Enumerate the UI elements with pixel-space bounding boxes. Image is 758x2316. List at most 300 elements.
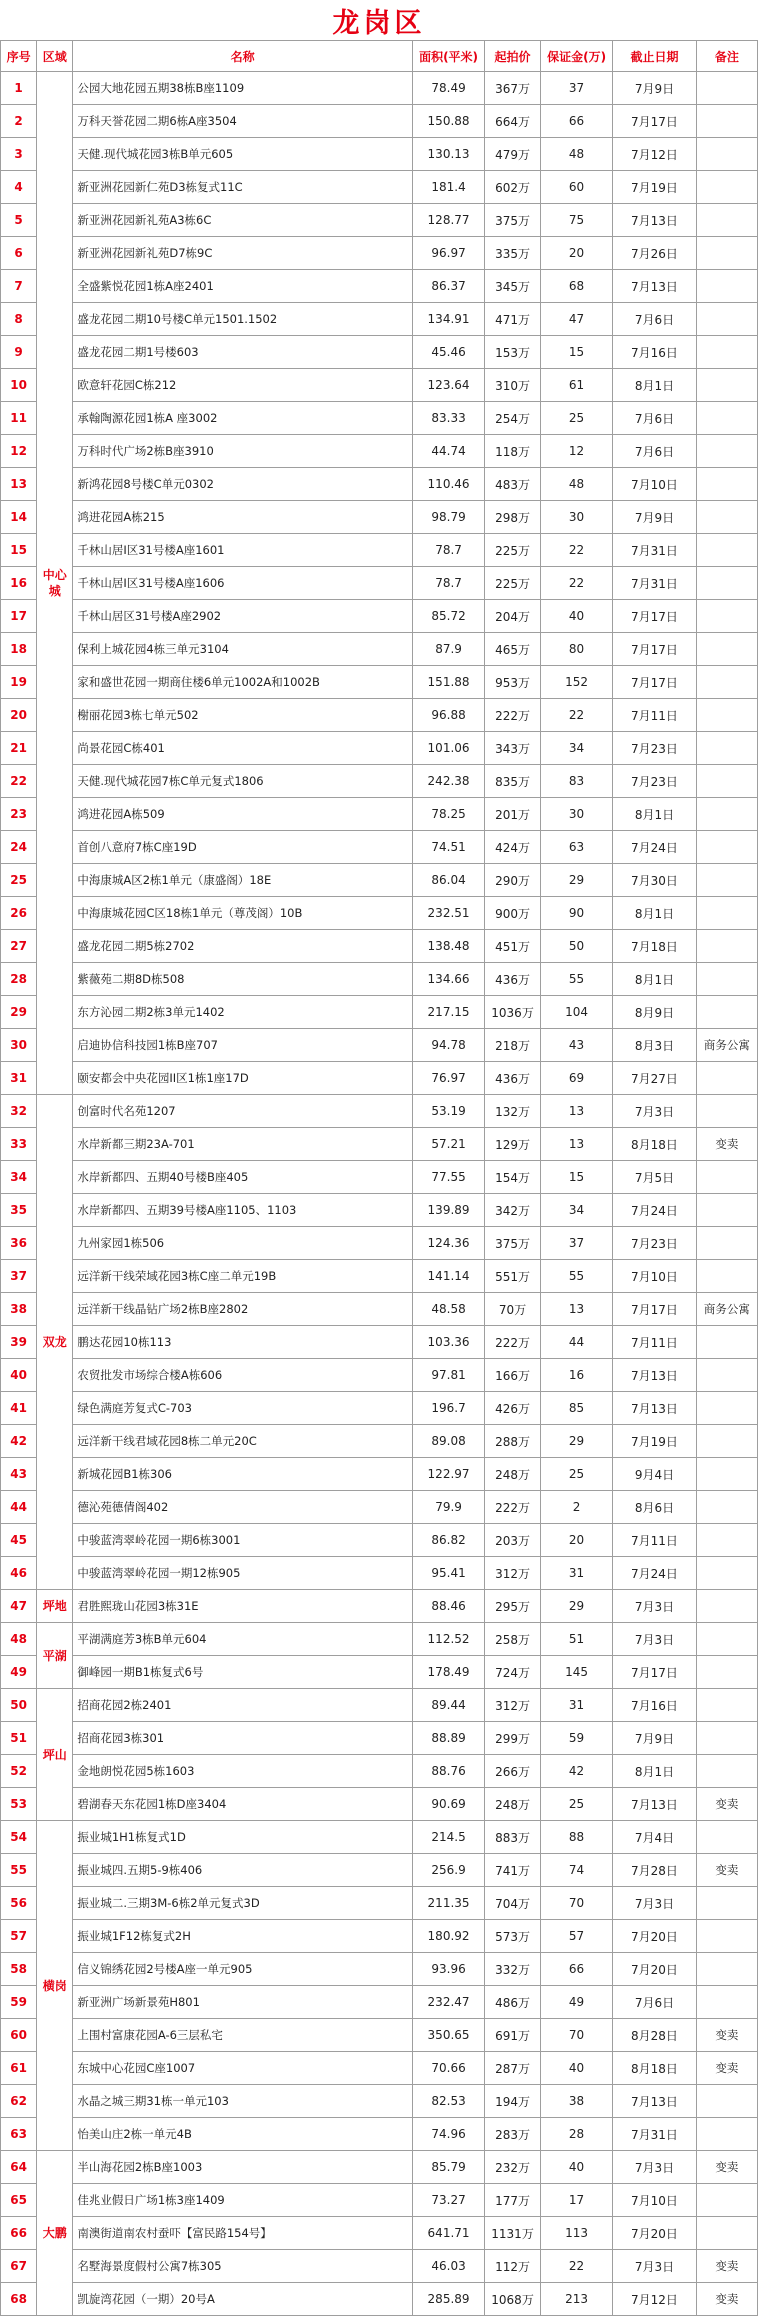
deposit-value: 49: [540, 1986, 612, 2019]
note-text: [696, 435, 757, 468]
start-price: 424万: [485, 831, 541, 864]
note-text: [696, 666, 757, 699]
property-name: 信义锦绣花园2号楼A座一单元905: [73, 1953, 413, 1986]
note-text: [696, 1821, 757, 1854]
area-value: 128.77: [412, 204, 484, 237]
table-row: [1, 1821, 758, 1854]
row-number: 45: [1, 1524, 37, 1557]
start-price: 310万: [485, 369, 541, 402]
property-name: 水岸新都四、五期40号楼B座405: [73, 1161, 413, 1194]
table-header-row: [1, 41, 758, 72]
area-value: 95.41: [412, 1557, 484, 1590]
deadline-date: 7月30日: [613, 864, 696, 897]
start-price: 335万: [485, 237, 541, 270]
deadline-date: 7月9日: [613, 501, 696, 534]
area-value: 90.69: [412, 1788, 484, 1821]
area-value: 112.52: [412, 1623, 484, 1656]
start-price: 295万: [485, 1590, 541, 1623]
area-value: 285.89: [412, 2283, 484, 2316]
deadline-date: 8月9日: [613, 996, 696, 1029]
area-value: 97.81: [412, 1359, 484, 1392]
start-price: 112万: [485, 2250, 541, 2283]
area-value: 178.49: [412, 1656, 484, 1689]
table-row: [1, 1986, 758, 2019]
note-text: [696, 2184, 757, 2217]
start-price: 486万: [485, 1986, 541, 2019]
start-price: 741万: [485, 1854, 541, 1887]
header-no: 序号: [1, 41, 37, 72]
deposit-value: 13: [540, 1293, 612, 1326]
note-text: 变卖: [696, 1788, 757, 1821]
property-name: 鸿进花园A栋215: [73, 501, 413, 534]
property-name: 君胜熙珑山花园3栋31E: [73, 1590, 413, 1623]
table-row: [1, 765, 758, 798]
area-value: 48.58: [412, 1293, 484, 1326]
start-price: 1131万: [485, 2217, 541, 2250]
area-value: 232.51: [412, 897, 484, 930]
area-value: 141.14: [412, 1260, 484, 1293]
start-price: 367万: [485, 72, 541, 105]
property-name: 盛龙花园二期1号楼603: [73, 336, 413, 369]
row-number: 63: [1, 2118, 37, 2151]
row-number: 28: [1, 963, 37, 996]
deadline-date: 8月6日: [613, 1491, 696, 1524]
note-text: [696, 204, 757, 237]
property-name: 半山海花园2栋B座1003: [73, 2151, 413, 2184]
deadline-date: 8月18日: [613, 2052, 696, 2085]
start-price: 1036万: [485, 996, 541, 1029]
deposit-value: 34: [540, 732, 612, 765]
deadline-date: 7月11日: [613, 1326, 696, 1359]
deposit-value: 55: [540, 963, 612, 996]
area-value: 196.7: [412, 1392, 484, 1425]
note-text: [696, 2085, 757, 2118]
deposit-value: 55: [540, 1260, 612, 1293]
deadline-date: 7月17日: [613, 600, 696, 633]
table-row: [1, 1128, 758, 1161]
deposit-value: 13: [540, 1128, 612, 1161]
deposit-value: 48: [540, 468, 612, 501]
note-text: [696, 1326, 757, 1359]
header-note: 备注: [696, 41, 757, 72]
deadline-date: 8月1日: [613, 369, 696, 402]
start-price: 204万: [485, 600, 541, 633]
property-name: 盛龙花园二期5栋2702: [73, 930, 413, 963]
start-price: 691万: [485, 2019, 541, 2052]
start-price: 288万: [485, 1425, 541, 1458]
district-cell: 坪山: [37, 1689, 73, 1821]
note-text: 变卖: [696, 1128, 757, 1161]
start-price: 1068万: [485, 2283, 541, 2316]
property-name: 水晶之城三期31栋一单元103: [73, 2085, 413, 2118]
property-name: 水岸新都四、五期39号楼A座1105、1103: [73, 1194, 413, 1227]
area-value: 73.27: [412, 2184, 484, 2217]
note-text: [696, 1689, 757, 1722]
deposit-value: 37: [540, 1227, 612, 1260]
deadline-date: 7月20日: [613, 1920, 696, 1953]
property-name: 鹏达花园10栋113: [73, 1326, 413, 1359]
row-number: 7: [1, 270, 37, 303]
table-row: [1, 1359, 758, 1392]
area-value: 44.74: [412, 435, 484, 468]
note-text: [696, 1590, 757, 1623]
table-row: [1, 633, 758, 666]
deposit-value: 213: [540, 2283, 612, 2316]
property-name: 绿色满庭芳复式C-703: [73, 1392, 413, 1425]
note-text: 变卖: [696, 2250, 757, 2283]
row-number: 58: [1, 1953, 37, 1986]
property-name: 东城中心花园C座1007: [73, 2052, 413, 2085]
area-value: 88.76: [412, 1755, 484, 1788]
note-text: [696, 963, 757, 996]
area-value: 98.79: [412, 501, 484, 534]
start-price: 201万: [485, 798, 541, 831]
note-text: 商务公寓: [696, 1029, 757, 1062]
property-name: 紫薇苑二期8D栋508: [73, 963, 413, 996]
area-value: 85.72: [412, 600, 484, 633]
deadline-date: 7月10日: [613, 1260, 696, 1293]
start-price: 194万: [485, 2085, 541, 2118]
note-text: [696, 831, 757, 864]
deposit-value: 69: [540, 1062, 612, 1095]
row-number: 8: [1, 303, 37, 336]
note-text: 变卖: [696, 1854, 757, 1887]
property-name: 新城花园B1栋306: [73, 1458, 413, 1491]
table-row: [1, 2085, 758, 2118]
note-text: [696, 105, 757, 138]
area-value: 139.89: [412, 1194, 484, 1227]
area-value: 123.64: [412, 369, 484, 402]
table-row: [1, 501, 758, 534]
deadline-date: 7月17日: [613, 1293, 696, 1326]
row-number: 4: [1, 171, 37, 204]
deadline-date: 7月3日: [613, 1887, 696, 1920]
start-price: 132万: [485, 1095, 541, 1128]
note-text: [696, 1161, 757, 1194]
property-name: 首创八意府7栋C座19D: [73, 831, 413, 864]
property-name: 中海康城A区2栋1单元（康盛阁）18E: [73, 864, 413, 897]
note-text: [696, 567, 757, 600]
deadline-date: 7月10日: [613, 468, 696, 501]
deadline-date: 7月10日: [613, 2184, 696, 2217]
note-text: [696, 1491, 757, 1524]
deadline-date: 7月3日: [613, 2250, 696, 2283]
start-price: 724万: [485, 1656, 541, 1689]
deadline-date: 7月16日: [613, 1689, 696, 1722]
note-text: [696, 138, 757, 171]
start-price: 254万: [485, 402, 541, 435]
row-number: 43: [1, 1458, 37, 1491]
deadline-date: 7月24日: [613, 1194, 696, 1227]
property-name: 中骏蓝湾翠岭花园一期6栋3001: [73, 1524, 413, 1557]
deposit-value: 20: [540, 1524, 612, 1557]
table-row: [1, 1326, 758, 1359]
start-price: 248万: [485, 1458, 541, 1491]
note-text: [696, 270, 757, 303]
deposit-value: 50: [540, 930, 612, 963]
deposit-value: 37: [540, 72, 612, 105]
start-price: 222万: [485, 1326, 541, 1359]
row-number: 56: [1, 1887, 37, 1920]
table-row: [1, 1887, 758, 1920]
district-cell: 中心城: [37, 72, 73, 1095]
deadline-date: 7月13日: [613, 270, 696, 303]
property-name: 招商花园3栋301: [73, 1722, 413, 1755]
property-name: 新亚洲花园新仁苑D3栋复式11C: [73, 171, 413, 204]
note-text: [696, 402, 757, 435]
note-text: [696, 633, 757, 666]
deposit-value: 22: [540, 567, 612, 600]
area-value: 181.4: [412, 171, 484, 204]
property-name: 远洋新干线君域花园8栋二单元20C: [73, 1425, 413, 1458]
table-row: [1, 567, 758, 600]
property-name: 千林山居Ⅰ区31号楼A座1601: [73, 534, 413, 567]
start-price: 225万: [485, 534, 541, 567]
table-row: [1, 864, 758, 897]
deposit-value: 29: [540, 1425, 612, 1458]
property-name: 中骏蓝湾翠岭花园一期12栋905: [73, 1557, 413, 1590]
row-number: 15: [1, 534, 37, 567]
note-text: [696, 1392, 757, 1425]
table-row: [1, 897, 758, 930]
row-number: 2: [1, 105, 37, 138]
property-name: 振业城四.五期5-9栋406: [73, 1854, 413, 1887]
deadline-date: 8月1日: [613, 1755, 696, 1788]
note-text: [696, 303, 757, 336]
deposit-value: 28: [540, 2118, 612, 2151]
table-row: [1, 402, 758, 435]
note-text: [696, 1656, 757, 1689]
property-name: 水岸新都三期23A-701: [73, 1128, 413, 1161]
deposit-value: 66: [540, 105, 612, 138]
table-row: [1, 2217, 758, 2250]
table-row: [1, 2151, 758, 2184]
deadline-date: 7月3日: [613, 1095, 696, 1128]
area-value: 77.55: [412, 1161, 484, 1194]
property-name: 东方沁园二期2栋3单元1402: [73, 996, 413, 1029]
property-name: 远洋新干线晶钻广场2栋B座2802: [73, 1293, 413, 1326]
deposit-value: 40: [540, 600, 612, 633]
note-text: [696, 1425, 757, 1458]
deposit-value: 145: [540, 1656, 612, 1689]
row-number: 40: [1, 1359, 37, 1392]
row-number: 19: [1, 666, 37, 699]
start-price: 436万: [485, 1062, 541, 1095]
property-name: 欧意轩花园C栋212: [73, 369, 413, 402]
area-value: 180.92: [412, 1920, 484, 1953]
header-name: 名称: [73, 41, 413, 72]
property-name: 创富时代名苑1207: [73, 1095, 413, 1128]
deadline-date: 7月11日: [613, 1524, 696, 1557]
property-name: 农贸批发市场综合楼A栋606: [73, 1359, 413, 1392]
row-number: 1: [1, 72, 37, 105]
start-price: 166万: [485, 1359, 541, 1392]
table-row: [1, 996, 758, 1029]
start-price: 129万: [485, 1128, 541, 1161]
area-value: 88.46: [412, 1590, 484, 1623]
deposit-value: 83: [540, 765, 612, 798]
area-value: 87.9: [412, 633, 484, 666]
row-number: 51: [1, 1722, 37, 1755]
row-number: 11: [1, 402, 37, 435]
deposit-value: 29: [540, 1590, 612, 1623]
row-number: 31: [1, 1062, 37, 1095]
start-price: 266万: [485, 1755, 541, 1788]
note-text: [696, 1194, 757, 1227]
table-row: [1, 732, 758, 765]
property-name: 尚景花园C栋401: [73, 732, 413, 765]
deposit-value: 40: [540, 2052, 612, 2085]
row-number: 50: [1, 1689, 37, 1722]
deposit-value: 59: [540, 1722, 612, 1755]
row-number: 52: [1, 1755, 37, 1788]
row-number: 30: [1, 1029, 37, 1062]
row-number: 12: [1, 435, 37, 468]
table-row: [1, 1953, 758, 1986]
district-cell: 双龙: [37, 1095, 73, 1590]
deadline-date: 7月9日: [613, 72, 696, 105]
table-row: [1, 138, 758, 171]
deadline-date: 7月28日: [613, 1854, 696, 1887]
start-price: 375万: [485, 204, 541, 237]
deadline-date: 7月31日: [613, 534, 696, 567]
row-number: 32: [1, 1095, 37, 1128]
property-name: 公园大地花园五期38栋B座1109: [73, 72, 413, 105]
row-number: 13: [1, 468, 37, 501]
start-price: 232万: [485, 2151, 541, 2184]
property-name: 天健.现代城花园3栋B单元605: [73, 138, 413, 171]
property-name: 远洋新干线荣域花园3栋C座二单元19B: [73, 1260, 413, 1293]
property-name: 天健.现代城花园7栋C单元复式1806: [73, 765, 413, 798]
table-row: [1, 2250, 758, 2283]
deposit-value: 31: [540, 1557, 612, 1590]
start-price: 883万: [485, 1821, 541, 1854]
table-row: [1, 435, 758, 468]
area-value: 46.03: [412, 2250, 484, 2283]
table-row: [1, 1392, 758, 1425]
note-text: [696, 72, 757, 105]
deadline-date: 7月17日: [613, 1656, 696, 1689]
note-text: [696, 798, 757, 831]
note-text: [696, 765, 757, 798]
row-number: 68: [1, 2283, 37, 2316]
table-row: [1, 1095, 758, 1128]
property-name: 榭丽花园3栋七单元502: [73, 699, 413, 732]
deadline-date: 7月19日: [613, 171, 696, 204]
row-number: 41: [1, 1392, 37, 1425]
area-value: 110.46: [412, 468, 484, 501]
property-name: 启迪协信科技园1栋B座707: [73, 1029, 413, 1062]
deadline-date: 8月28日: [613, 2019, 696, 2052]
note-text: 变卖: [696, 2283, 757, 2316]
note-text: [696, 468, 757, 501]
table-row: [1, 1623, 758, 1656]
area-value: 74.96: [412, 2118, 484, 2151]
start-price: 551万: [485, 1260, 541, 1293]
start-price: 177万: [485, 2184, 541, 2217]
start-price: 70万: [485, 1293, 541, 1326]
area-value: 134.66: [412, 963, 484, 996]
property-name: 新亚洲花园新礼苑D7栋9C: [73, 237, 413, 270]
property-name: 盛龙花园二期10号楼C单元1501.1502: [73, 303, 413, 336]
table-row: [1, 2283, 758, 2316]
property-name: 振业城1F12栋复式2H: [73, 1920, 413, 1953]
property-name: 承翰陶源花园1栋A 座3002: [73, 402, 413, 435]
deadline-date: 7月13日: [613, 1788, 696, 1821]
deadline-date: 7月24日: [613, 1557, 696, 1590]
area-value: 82.53: [412, 2085, 484, 2118]
area-value: 70.66: [412, 2052, 484, 2085]
start-price: 290万: [485, 864, 541, 897]
deposit-value: 30: [540, 501, 612, 534]
area-value: 86.37: [412, 270, 484, 303]
property-name: 千林山居区31号楼A座2902: [73, 600, 413, 633]
deadline-date: 8月1日: [613, 897, 696, 930]
area-value: 101.06: [412, 732, 484, 765]
property-name: 南澳街道南农村蚕吓【富民路154号】: [73, 2217, 413, 2250]
deadline-date: 7月27日: [613, 1062, 696, 1095]
start-price: 222万: [485, 699, 541, 732]
start-price: 451万: [485, 930, 541, 963]
note-text: [696, 1557, 757, 1590]
property-name: 千林山居Ⅰ区31号楼A座1606: [73, 567, 413, 600]
row-number: 49: [1, 1656, 37, 1689]
deadline-date: 8月18日: [613, 1128, 696, 1161]
table-row: [1, 1920, 758, 1953]
district-cell: 横岗: [37, 1821, 73, 2151]
start-price: 345万: [485, 270, 541, 303]
table-row: [1, 2052, 758, 2085]
property-name: 平湖满庭芳3栋B单元604: [73, 1623, 413, 1656]
start-price: 483万: [485, 468, 541, 501]
property-name: 凯旋湾花园（一期）20号A: [73, 2283, 413, 2316]
deadline-date: 7月12日: [613, 138, 696, 171]
deposit-value: 152: [540, 666, 612, 699]
deposit-value: 60: [540, 171, 612, 204]
area-value: 88.89: [412, 1722, 484, 1755]
table-row: [1, 336, 758, 369]
note-text: [696, 1887, 757, 1920]
deposit-value: 48: [540, 138, 612, 171]
note-text: [696, 1260, 757, 1293]
deposit-value: 25: [540, 402, 612, 435]
deposit-value: 75: [540, 204, 612, 237]
area-value: 76.97: [412, 1062, 484, 1095]
start-price: 287万: [485, 2052, 541, 2085]
table-row: [1, 72, 758, 105]
deposit-value: 25: [540, 1788, 612, 1821]
deadline-date: 8月3日: [613, 1029, 696, 1062]
deposit-value: 40: [540, 2151, 612, 2184]
property-name: 佳兆业假日广场1栋3座1409: [73, 2184, 413, 2217]
start-price: 343万: [485, 732, 541, 765]
area-value: 93.96: [412, 1953, 484, 1986]
deposit-value: 13: [540, 1095, 612, 1128]
start-price: 436万: [485, 963, 541, 996]
note-text: 商务公寓: [696, 1293, 757, 1326]
property-name: 颐安都会中央花园II区1栋1座17D: [73, 1062, 413, 1095]
table-row: [1, 468, 758, 501]
area-value: 242.38: [412, 765, 484, 798]
area-value: 130.13: [412, 138, 484, 171]
table-row: [1, 1293, 758, 1326]
row-number: 10: [1, 369, 37, 402]
row-number: 66: [1, 2217, 37, 2250]
table-row: [1, 1689, 758, 1722]
deadline-date: 7月17日: [613, 633, 696, 666]
deadline-date: 7月6日: [613, 435, 696, 468]
row-number: 9: [1, 336, 37, 369]
